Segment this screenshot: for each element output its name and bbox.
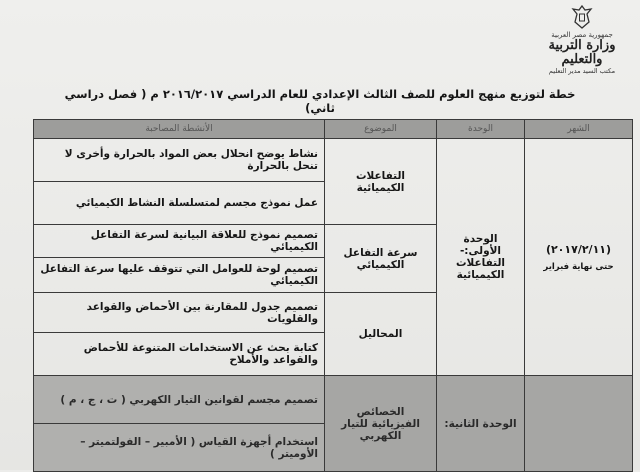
activity-2: عمل نموذج مجسم لمتسلسلة النشاط الكيميائي	[34, 182, 325, 225]
ministry-logo	[534, 4, 630, 84]
header-topic: الموضوع	[325, 120, 437, 139]
activity-7: تصميم مجسم لقوانين التيار الكهربي ( ت ، ج ، م )	[34, 376, 325, 424]
eagle-emblem-icon	[571, 4, 593, 30]
unit-2-cell: الوحدة الثانية:	[437, 376, 525, 472]
header-activities: الأنشطة المصاحبة	[34, 120, 325, 139]
activity-8: استخدام أجهزة القياس ( الأمبير – الفولتميتر – الأوميتر )	[34, 424, 325, 472]
document-title: خطة لتوزيع منهج العلوم للصف الثالث الإعدادي للعام الدراسي ٢٠١٦/٢٠١٧ م ( فصل دراسي ثاني)	[64, 87, 576, 115]
header-unit: الوحدة	[437, 120, 525, 139]
month-2-cell	[525, 376, 633, 472]
activity-6: كتابة بحث عن الاستخدامات المتنوعة للأحماض والقواعد والأملاح	[34, 333, 325, 376]
topic-3-cell: المحاليل	[325, 293, 437, 376]
office-name: مكتب السيد مدير التعليم	[548, 67, 616, 75]
topic-4-cell: الخصائص الفيزيائية للتيار الكهربي	[325, 376, 437, 472]
ministry-name: وزارة التربية والتعليم	[548, 38, 616, 67]
country-name: جمهورية مصر العربية	[551, 31, 613, 39]
topic-1-cell: التفاعلات الكيميائية	[325, 139, 437, 225]
activity-5: تصميم جدول للمقارنة بين الأحماض والقواعد والقلويات	[34, 293, 325, 333]
month-end: حتى نهاية فبراير	[543, 261, 614, 272]
activity-4: تصميم لوحة للعوامل التي تتوقف عليها سرعة التفاعل الكيميائي	[34, 258, 325, 293]
month-date: (٢٠١٧/٢/١١)	[545, 242, 612, 256]
curriculum-table	[33, 119, 633, 472]
activity-1: نشاط يوضح انحلال بعض المواد بالحرارة وأخرى لا تنحل بالحرارة	[34, 139, 325, 182]
month-cell	[525, 139, 633, 376]
header-month: الشهر	[525, 120, 633, 139]
activity-3: تصميم نموذج للعلاقة البيانية لسرعة التفاعل الكيميائي	[34, 225, 325, 258]
topic-2-cell: سرعة التفاعل الكيميائي	[325, 225, 437, 293]
unit-1-cell: الوحدة الأولى:- التفاعلات الكيميائية	[437, 139, 525, 376]
